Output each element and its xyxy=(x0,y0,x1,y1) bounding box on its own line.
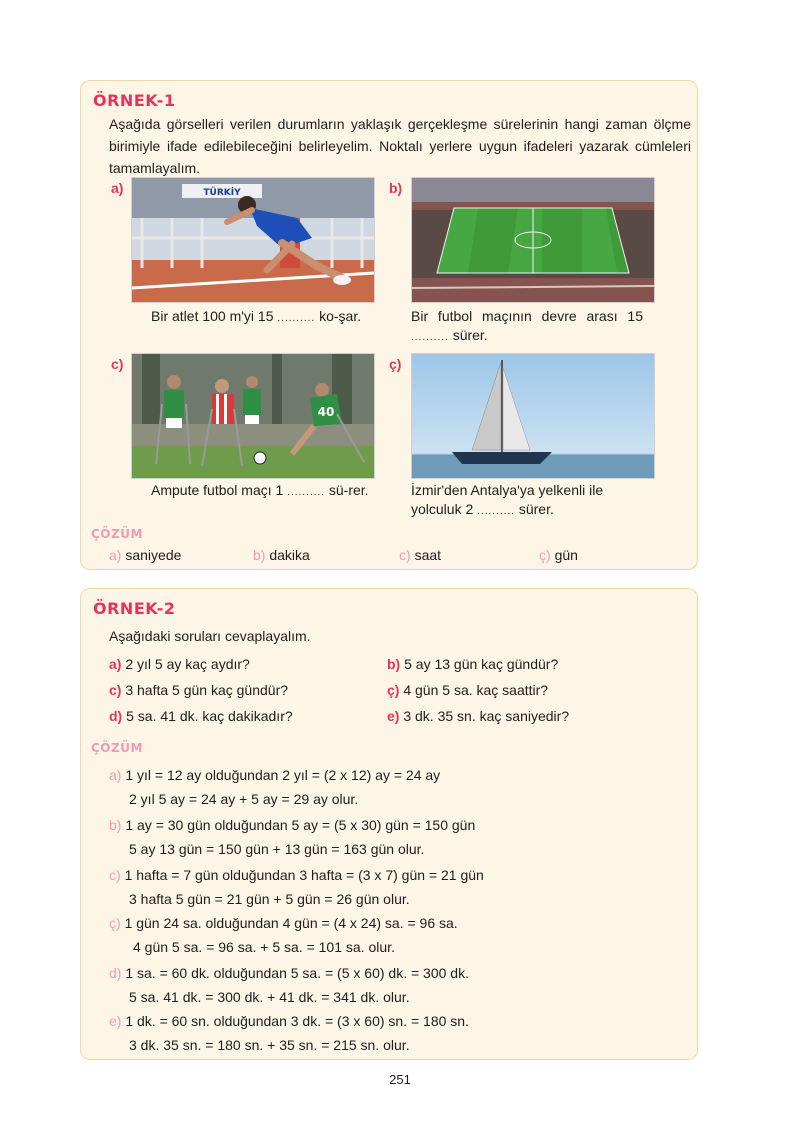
example-1-box xyxy=(80,80,698,570)
item-a-caption: Bir atlet 100 m'yi 15 .......... ko-şar. xyxy=(151,308,362,324)
item-cc-caption: İzmir'den Antalya'ya yelkenli ile yolculuk 2 .......... sürer. xyxy=(411,482,604,517)
item-b-caption: Bir futbol maçının devre arası 15 .......... sürer. xyxy=(411,308,643,343)
solution-e-line1: e) 1 dk. = 60 sn. olduğundan 3 dk. = (3 x 60) sn. = 180 sn. xyxy=(109,1013,469,1029)
sailboat-photo xyxy=(411,353,655,479)
solution-c: c) saat xyxy=(399,547,442,563)
solution-c-line2: 3 hafta 5 gün = 21 gün + 5 gün = 26 gün olur. xyxy=(129,891,410,907)
item-b-label: b) xyxy=(389,180,403,196)
item-c-label: c) xyxy=(111,356,124,372)
jersey-number: 40 xyxy=(317,405,335,419)
banner-text: TÜRKİY xyxy=(203,188,241,198)
solution-b-line2: 5 ay 13 gün = 150 gün + 13 gün = 163 gün olur. xyxy=(129,841,425,857)
question-cc: ç) 4 gün 5 sa. kaç saattir? xyxy=(387,682,549,698)
solution-a-line1: a) 1 yıl = 12 ay olduğundan 2 yıl = (2 x 12) ay = 24 ay xyxy=(109,767,441,783)
item-cc-label: ç) xyxy=(389,356,402,372)
solution-cc-line1: ç) 1 gün 24 sa. olduğundan 4 gün = (4 x 24) sa. = 96 sa. xyxy=(109,915,458,931)
solution-b-line1: b) 1 ay = 30 gün olduğundan 5 ay = (5 x 30) gün = 150 gün xyxy=(109,817,476,833)
question-d: d) 5 sa. 41 dk. kaç dakikadır? xyxy=(109,708,293,724)
example-2-intro: Aşağıdaki soruları cevaplayalım. xyxy=(109,628,311,644)
example-2-box xyxy=(80,588,698,1060)
sprinter-photo xyxy=(131,177,375,303)
stadium-photo xyxy=(411,177,655,303)
question-b: b) 5 ay 13 gün kaç gündür? xyxy=(387,656,559,672)
question-a: a) 2 yıl 5 ay kaç aydır? xyxy=(109,656,250,672)
question-c: c) 3 hafta 5 gün kaç gündür? xyxy=(109,682,289,698)
solution-a-line2: 2 yıl 5 ay = 24 ay + 5 ay = 29 ay olur. xyxy=(129,791,359,807)
solution-e-line2: 3 dk. 35 sn. = 180 sn. + 35 sn. = 215 sn. olur. xyxy=(129,1037,410,1053)
solution-c-line1: c) 1 hafta = 7 gün olduğundan 3 hafta = (3 x 7) gün = 21 gün xyxy=(109,867,484,883)
example-2-solution-title: ÇÖZÜM xyxy=(91,741,143,755)
example-1-solution-title: ÇÖZÜM xyxy=(91,527,143,541)
solution-cc-line2: 4 gün 5 sa. = 96 sa. + 5 sa. = 101 sa. olur. xyxy=(133,939,395,955)
solution-d-line1: d) 1 sa. = 60 dk. olduğundan 5 sa. = (5 x 60) dk. = 300 dk. xyxy=(109,965,469,981)
example-1-intro: Aşağıda görselleri verilen durumların yaklaşık gerçekleşme sürelerinin hangi zaman ölçme birimiyle ifade edilebileceğini belirleyelim. Noktalı yerlere uygun ifadeleri yazarak cümleleri tamamlayalım. xyxy=(109,116,691,176)
item-c-caption: Ampute futbol maçı 1 .......... sü-rer. xyxy=(151,482,369,498)
solution-a: a) saniyede xyxy=(109,547,182,563)
amputee-football-photo xyxy=(131,353,375,479)
solution-d-line2: 5 sa. 41 dk. = 300 dk. + 41 dk. = 341 dk. olur. xyxy=(129,989,410,1005)
question-e: e) 3 dk. 35 sn. kaç saniyedir? xyxy=(387,708,570,724)
solution-b: b) dakika xyxy=(253,547,310,563)
example-1-title: ÖRNEK-1 xyxy=(93,91,176,110)
item-a-label: a) xyxy=(111,180,124,196)
example-2-title: ÖRNEK-2 xyxy=(93,599,176,618)
page-number: 251 xyxy=(389,1072,411,1087)
solution-cc: ç) gün xyxy=(539,547,578,563)
